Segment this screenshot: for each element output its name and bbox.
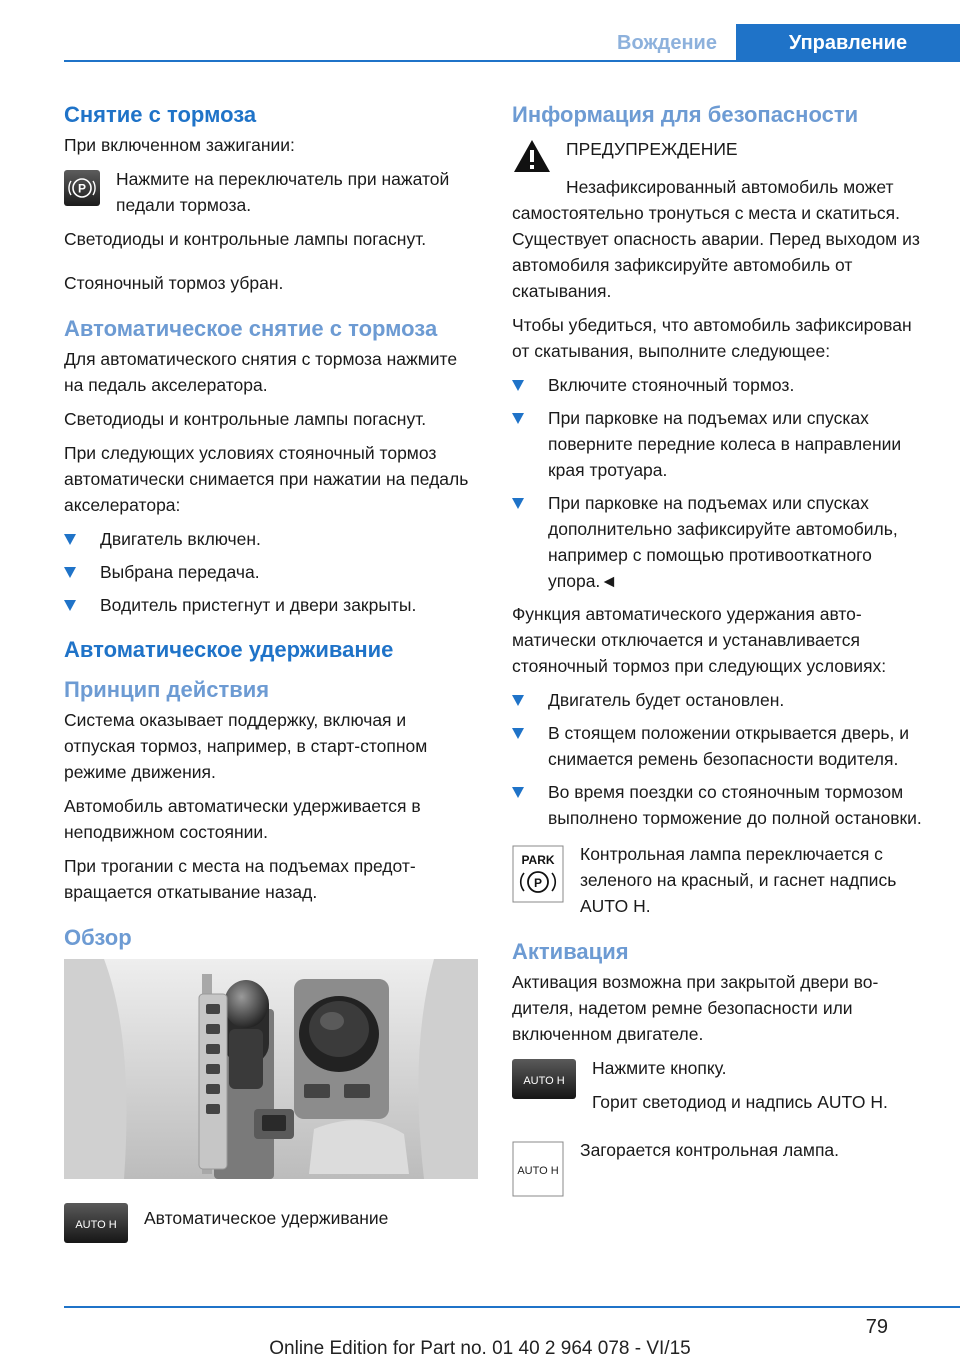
text-ignition-on: При включенном зажигании: xyxy=(64,135,295,155)
tab-controls[interactable]: Управление xyxy=(736,24,960,62)
heading-overview: Обзор xyxy=(64,925,132,950)
triangle-bullet-icon xyxy=(512,695,524,706)
list-item: Двигатель включен. xyxy=(64,526,478,552)
warning-triangle-icon xyxy=(512,138,552,174)
footer-divider xyxy=(64,1306,960,1308)
triangle-bullet-icon xyxy=(64,534,76,545)
parking-brake-switch-icon xyxy=(64,170,100,206)
warning-text: Незафиксированный автомобиль может самостоятельно тронуться с места и скатиться. Существует опасность аварии. Перед выходом из автомобиля зафиксируйте автомобиль от скатывания. xyxy=(512,177,920,301)
text-principle-3: При трогании с места на подъемах предотвращается откатывание назад. xyxy=(64,856,416,902)
parking-switch-step xyxy=(64,166,478,218)
text-auto-release: Для автоматического снятия с тормоза нажмите на педаль акселератора. xyxy=(64,349,458,395)
triangle-bullet-icon xyxy=(512,728,524,739)
triangle-bullet-icon xyxy=(64,600,76,611)
conditions-list xyxy=(64,526,478,618)
heading-auto-hold: Автоматическое удерживание xyxy=(64,637,394,662)
svg-text:AUTO H: AUTO H xyxy=(75,1219,117,1231)
triangle-bullet-icon xyxy=(64,567,76,578)
park-lamp-row xyxy=(512,841,928,919)
heading-auto-release: Автоматическое снятие с тормоза xyxy=(64,316,438,341)
text-brake-released: Стояночный тормоз убран. xyxy=(64,273,284,293)
text-conditions: При следующих условиях стояночный тормоз автоматически снимается при нажатии на педаль акселератора: xyxy=(64,443,469,515)
text-principle-1: Система оказывает поддержку, включая и отпуская тормоз, например, в старт-стопном режиме движения. xyxy=(64,710,428,782)
text-function-off: Функция автоматического удержания автоматически отключается и устанавливается стояночный тормоз при следующих условиях: xyxy=(512,604,887,676)
auto-h-button-icon xyxy=(512,1059,576,1099)
list-item: Выбрана передача. xyxy=(64,559,478,585)
list-item: Во время поездки со стояночным тормозом выполнено торможение до полной остановки. xyxy=(512,779,928,831)
text-principle-2: Автомобиль автоматически удерживается в неподвижном состоянии. xyxy=(64,796,421,842)
triangle-bullet-icon xyxy=(512,380,524,391)
page-number: 79 xyxy=(865,1316,888,1338)
list-item: Включите стояночный тормоз. xyxy=(512,372,928,398)
text-lamp-on: Загорается контрольная лампа. xyxy=(580,1140,840,1160)
tab-driving[interactable]: Вождение xyxy=(617,32,717,54)
svg-text:AUTO H: AUTO H xyxy=(523,1075,565,1087)
text-press-switch: Нажмите на переключатель при нажатой педали тормоза. xyxy=(116,169,450,215)
heading-safety-info: Информация для безопасности xyxy=(512,102,859,127)
heading-activation: Активация xyxy=(512,939,629,964)
text-secure-vehicle: Чтобы убедиться, что автомобиль зафиксирован от скатывания, выполните следующее: xyxy=(512,315,912,361)
park-indicator-icon xyxy=(512,845,564,903)
autoh-caption-row xyxy=(64,1199,478,1243)
text-leds-off-2: Светодиоды и контрольные лампы погаснут. xyxy=(64,409,427,429)
press-button-row xyxy=(512,1055,928,1123)
list-item: В стоящем положении открывается дверь, и снимается ремень безопасности водителя. xyxy=(512,720,928,772)
auto-h-button-icon xyxy=(64,1203,128,1243)
heading-brake-release: Снятие с тормоза xyxy=(64,102,257,127)
list-item: Двигатель будет остановлен. xyxy=(512,687,928,713)
edition-footer: Online Edition for Part no. 01 40 2 964 078 - VI/15 xyxy=(269,1338,691,1359)
list-item: Водитель пристегнут и двери закрыты. xyxy=(64,592,478,618)
triangle-bullet-icon xyxy=(512,787,524,798)
header-divider xyxy=(64,60,960,62)
heading-principle: Принцип действия xyxy=(64,677,270,702)
lamp-on-row xyxy=(512,1137,928,1197)
caption-auto-hold: Автоматическое удерживание xyxy=(144,1208,389,1228)
off-conditions-list xyxy=(512,687,928,831)
list-item: При парковке на подъемах или спусках дополнительно зафиксируйте автомобиль, например с помощью противооткатного упора.◄ xyxy=(512,490,928,594)
svg-text:PARK: PARK xyxy=(521,853,555,867)
text-leds-off: Светодиоды и контрольные лампы погаснут. xyxy=(64,229,427,249)
svg-text:AUTO H: AUTO H xyxy=(517,1165,559,1177)
text-activation: Активация возможна при закрытой двери водителя, надетом ремне безопасности или включенном двигателе. xyxy=(512,972,879,1044)
triangle-bullet-icon xyxy=(512,498,524,509)
center-console-photo xyxy=(64,959,478,1179)
triangle-bullet-icon xyxy=(512,413,524,424)
center-console-illustration xyxy=(64,959,478,1179)
svg-text:P: P xyxy=(77,181,87,196)
right-column xyxy=(512,100,928,1205)
text-press-button: Нажмите кнопку. xyxy=(592,1058,727,1078)
list-item: При парковке на подъемах или спусках поверните передние колеса в направлении края тротуара. xyxy=(512,405,928,483)
text-led-on: Горит светодиод и надпись AUTO H. xyxy=(592,1092,888,1112)
secure-steps-list xyxy=(512,372,928,594)
left-column xyxy=(64,100,478,1251)
text-park-lamp: Контрольная лампа переключается с зеленого на красный, и гаснет надпись AUTO H. xyxy=(580,844,897,916)
svg-text:P: P xyxy=(533,876,543,890)
warning-title: ПРЕДУПРЕЖДЕНИЕ xyxy=(566,139,738,159)
warning-block xyxy=(512,136,928,174)
auto-h-indicator-icon xyxy=(512,1141,564,1197)
